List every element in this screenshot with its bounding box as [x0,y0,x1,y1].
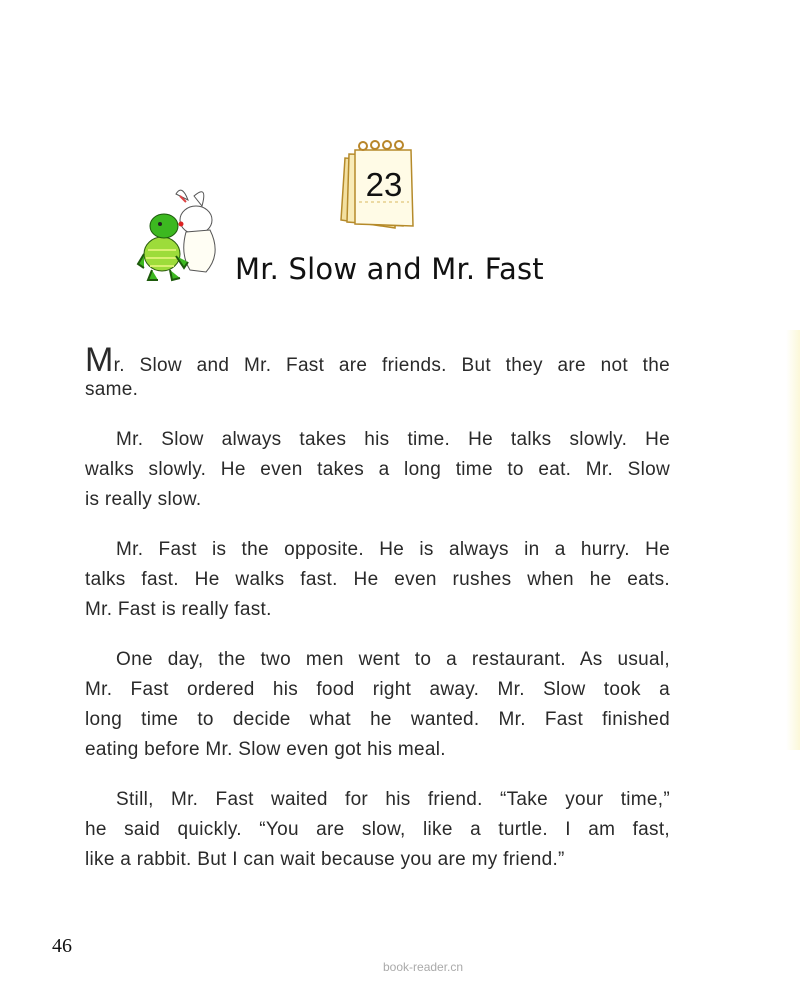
watermark: book-reader.cn [383,960,464,974]
chapter-title: Mr. Slow and Mr. Fast [235,252,544,286]
text-line: like a rabbit. But I can wait because you are my friend.” [85,849,565,870]
text-line: Mr. Slow always takes his time. He talks slowly. He [116,429,670,450]
page-edge-tint [786,330,800,750]
paragraph-5 [85,785,670,875]
paragraph-2 [85,425,670,515]
chapter-number: 23 [365,166,403,203]
text-line: r. Slow and Mr. Fast are friends. But they are not the [113,355,670,376]
text-line: Still, Mr. Fast waited for his friend. “Take your time,” [116,789,670,810]
text-line: talks fast. He walks fast. He even rushes when he eats. [85,569,670,590]
text-line: One day, the two men went to a restaurant. As usual, [116,649,670,670]
text-line: walks slowly. He even takes a long time to eat. Mr. Slow [85,459,670,480]
text-line: Mr. Fast is the opposite. He is always in a hurry. He [116,539,670,560]
drop-cap: M [85,341,114,379]
page-number: 46 [52,935,72,957]
paragraph-1 [85,341,670,405]
text-line: eating before Mr. Slow even got his meal. [85,739,446,760]
text-line: Mr. Fast is really fast. [85,599,272,620]
text-line: Mr. Fast ordered his food right away. Mr. Slow took a [85,679,670,700]
text-line: same. [85,379,139,400]
story-text [85,341,670,895]
turtle-and-rabbit-illustration [136,184,228,286]
text-line: is really slow. [85,489,202,510]
text-line: long time to decide what he wanted. Mr. Fast finished [85,709,670,730]
paragraph-3 [85,535,670,625]
text-line: he said quickly. “You are slow, like a turtle. I am fast, [85,819,670,840]
paragraph-4 [85,645,670,765]
